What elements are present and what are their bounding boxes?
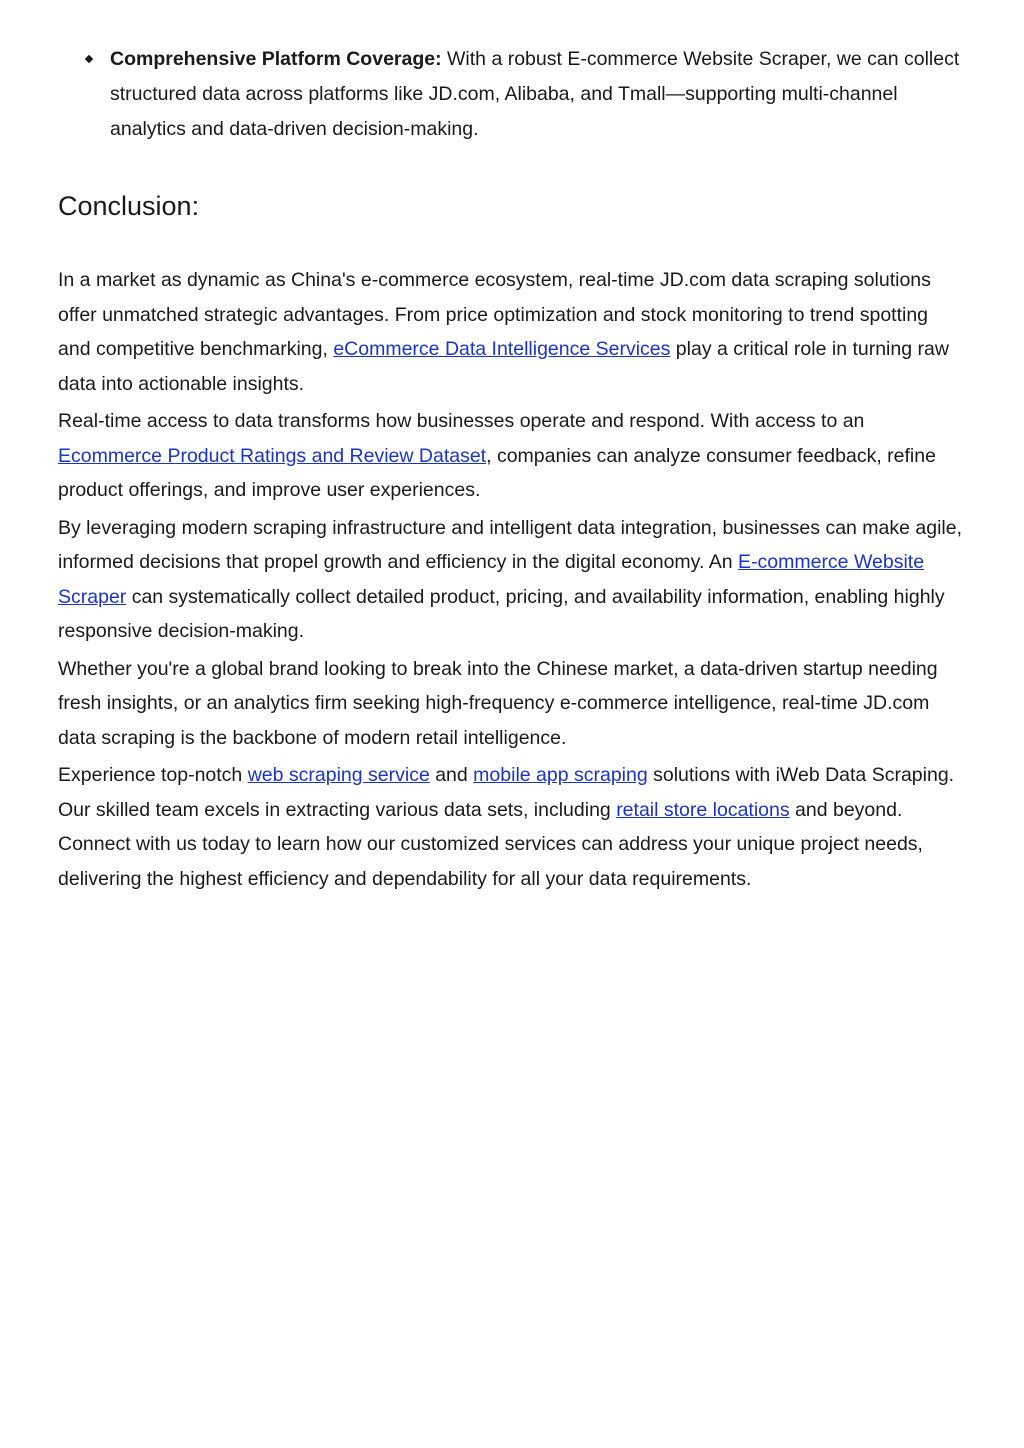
paragraph-text: Experience top-notch <box>58 764 248 786</box>
paragraph-text: and <box>429 764 474 786</box>
paragraph-text: , companies can analyze consumer feedback, refine product offerings, and improve user experiences. <box>58 444 936 501</box>
document-page <box>58 42 963 899</box>
paragraph-text: play a critical role in turning raw data into actionable insights. <box>58 338 949 395</box>
paragraph-5 <box>58 758 963 896</box>
paragraph-text: solutions with iWeb Data Scraping. Our skilled team excels in extracting various data sets, including <box>58 764 955 821</box>
conclusion-body <box>58 263 963 896</box>
link-ecommerce-data-intelligence-services[interactable]: eCommerce Data Intelligence Services <box>333 338 671 360</box>
link-ecommerce-website-scraper[interactable]: E-commerce Website Scraper <box>58 551 925 608</box>
paragraph-text: and beyond. Connect with us today to learn how our customized services can address your unique project needs, delivering the highest efficiency and dependability for all your data requirements. <box>58 798 923 890</box>
link-ecommerce-product-ratings-dataset[interactable]: Ecommerce Product Ratings and Review Dataset <box>58 444 487 467</box>
bullet-item-platform-coverage <box>58 42 963 147</box>
paragraph-text: In a market as dynamic as China's e-commerce ecosystem, real-time JD.com data scraping solutions offer unmatched strategic advantages. From price optimization and stock monitoring to trend spotting and competitive benchmarking, <box>58 269 931 360</box>
paragraph-text: Whether you're a global brand looking to break into the Chinese market, a data-driven startup needing fresh insights, or an analytics firm seeking high-frequency e-commerce intelligence, real-time JD.com data scraping is the backbone of modern retail intelligence. <box>58 657 938 749</box>
paragraph-4 <box>58 652 963 756</box>
paragraph-2 <box>58 404 963 508</box>
section-heading-conclusion: Conclusion: <box>58 191 200 221</box>
link-web-scraping-service[interactable]: web scraping service <box>247 764 430 786</box>
paragraph-text: can systematically collect detailed product, pricing, and availability information, enabling highly responsive decision-making. <box>58 585 945 642</box>
link-retail-store-locations[interactable]: retail store locations <box>616 798 790 821</box>
paragraph-3 <box>58 511 963 649</box>
bullet-diamond-icon <box>85 55 93 63</box>
paragraph-1 <box>58 263 963 401</box>
link-mobile-app-scraping[interactable]: mobile app scraping <box>473 764 648 786</box>
bullet-text: With a robust E-commerce Website Scraper, we can collect structured data across platforms like JD.com, Alibaba, and Tmall—supporting multi-channel analytics and data-driven decision-making. <box>110 48 960 140</box>
paragraph-text: By leveraging modern scraping infrastructure and intelligent data integration, businesses can make agile, informed decisions that propel growth and efficiency in the digital economy. An <box>58 516 963 573</box>
paragraph-text: Real-time access to data transforms how businesses operate and respond. With access to an <box>58 410 865 432</box>
bullet-title: Comprehensive Platform Coverage: <box>110 48 442 70</box>
